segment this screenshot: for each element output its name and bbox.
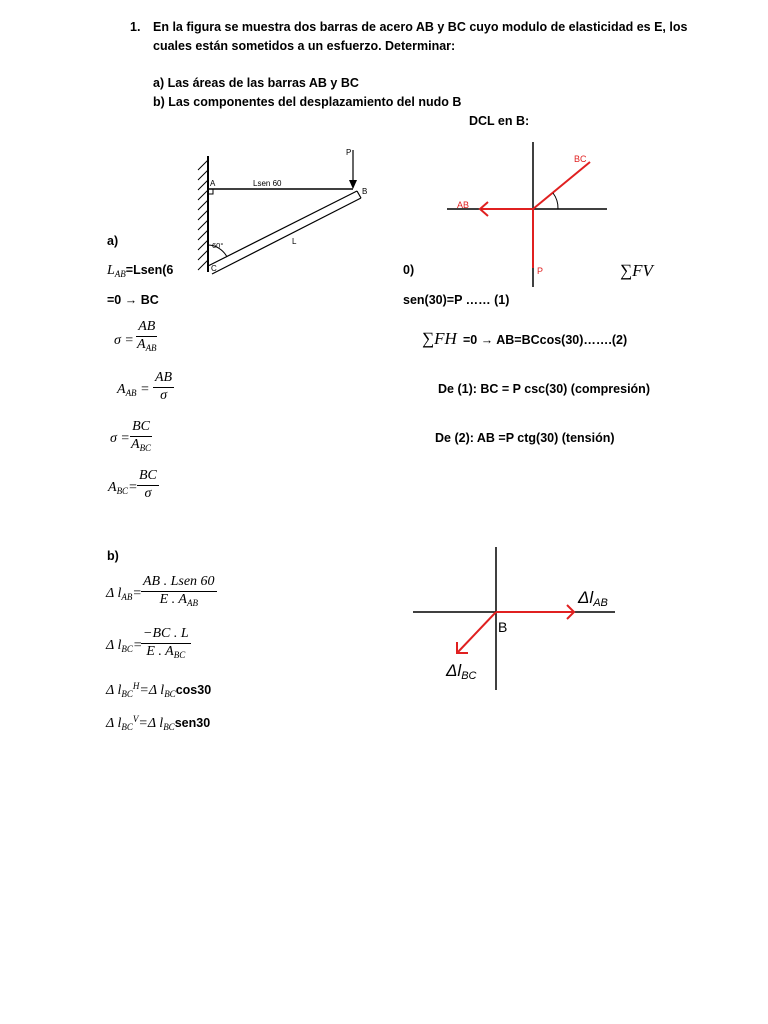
displacement-figure <box>410 545 620 695</box>
label-c: C <box>211 264 217 273</box>
label-lsen60: Lsen 60 <box>253 179 282 188</box>
label-l: L <box>292 237 297 246</box>
text-de2: De (2): AB =P ctg(30) (tensión) <box>435 431 615 445</box>
eq4-lhs: $A_{BC}=$ <box>108 480 138 496</box>
dcl-label-bc: BC <box>574 154 587 164</box>
item-a: a) Las áreas de las barras AB y BC <box>153 76 359 90</box>
label-a: A <box>210 179 216 188</box>
eq-dl-ab-fraction: AB . Lsen 60 E . $A_{AB}$ <box>143 574 215 608</box>
dcl-label-p: P <box>537 266 544 276</box>
text-sen30: sen(30)=P …… (1) <box>403 293 510 307</box>
text-zero-bc: =0 → BC <box>107 293 159 307</box>
text-fh-eq: =0 → AB=BCcos(30)…….(2) <box>463 333 628 347</box>
eq-dl-bc-v: Δ $l_{BC}^V=\Delta$ $l_{BC}sen30$ <box>106 714 211 732</box>
label-b: B <box>362 187 368 196</box>
part-b-heading: b) <box>107 549 119 563</box>
eq-dl-bc-fraction: −BC . L E . $A_{BC}$ <box>143 626 189 660</box>
eq1-fraction: AB $A_{AB}$ <box>137 319 157 353</box>
text-zero-paren: 0) <box>403 263 415 277</box>
eq-dl-bc-h: Δ $l_{BC}^H=\Delta$ $l_{BC}\cos 30$ <box>106 681 212 699</box>
fig2-label-b: B <box>498 619 508 635</box>
dcl-figure <box>440 135 615 290</box>
eq2-fraction: $\frac{AB}{\sigma}$ <box>155 370 173 403</box>
eq1-num: AB <box>136 320 157 337</box>
part-a-heading: a) <box>107 234 119 248</box>
item-b: b) Las componentes del desplazamiento del nudo B <box>153 95 462 109</box>
eq1-den: A <box>137 336 146 352</box>
eq3-fraction: BC $A_{BC}$ <box>131 419 152 453</box>
eq3-lhs: σ = <box>110 431 130 446</box>
label-angle: 60° <box>212 241 224 250</box>
structure-figure <box>185 140 375 285</box>
fig2-label-dlab: ΔlAB <box>578 588 608 609</box>
text-de1: De (1): BC = P csc(30) (compresión) <box>438 382 650 396</box>
eq1-lhs: σ = <box>114 333 134 348</box>
sum-fv: ∑FV <box>620 261 653 280</box>
dcl-title: DCL en B: <box>469 114 530 128</box>
eq4-fraction: $\frac{BC}{\sigma}$ <box>139 468 157 501</box>
eq-dl-bc-lhs: Δ $l_{BC}=$ <box>106 638 143 654</box>
problem-statement-line2: cuales están sometidos a un esfuerzo. Determinar: <box>153 39 456 53</box>
eq-lab: $L_{AB}=Lsen(6$ <box>107 263 174 279</box>
dcl-label-ab: AB <box>457 200 470 210</box>
problem-number: 1. <box>130 20 141 34</box>
fig2-label-dlbc: ΔlBC <box>446 661 477 682</box>
eq-dl-ab-lhs: Δ $l_{AB}=$ <box>106 586 142 602</box>
problem-statement-line1: En la figura se muestra dos barras de acero AB y BC cuyo modulo de elasticidad es E, los <box>153 20 688 34</box>
label-p: P <box>346 148 352 157</box>
sum-fh: ∑FH <box>422 329 457 348</box>
eq2-lhs: $A_{AB}$ = <box>117 382 150 398</box>
